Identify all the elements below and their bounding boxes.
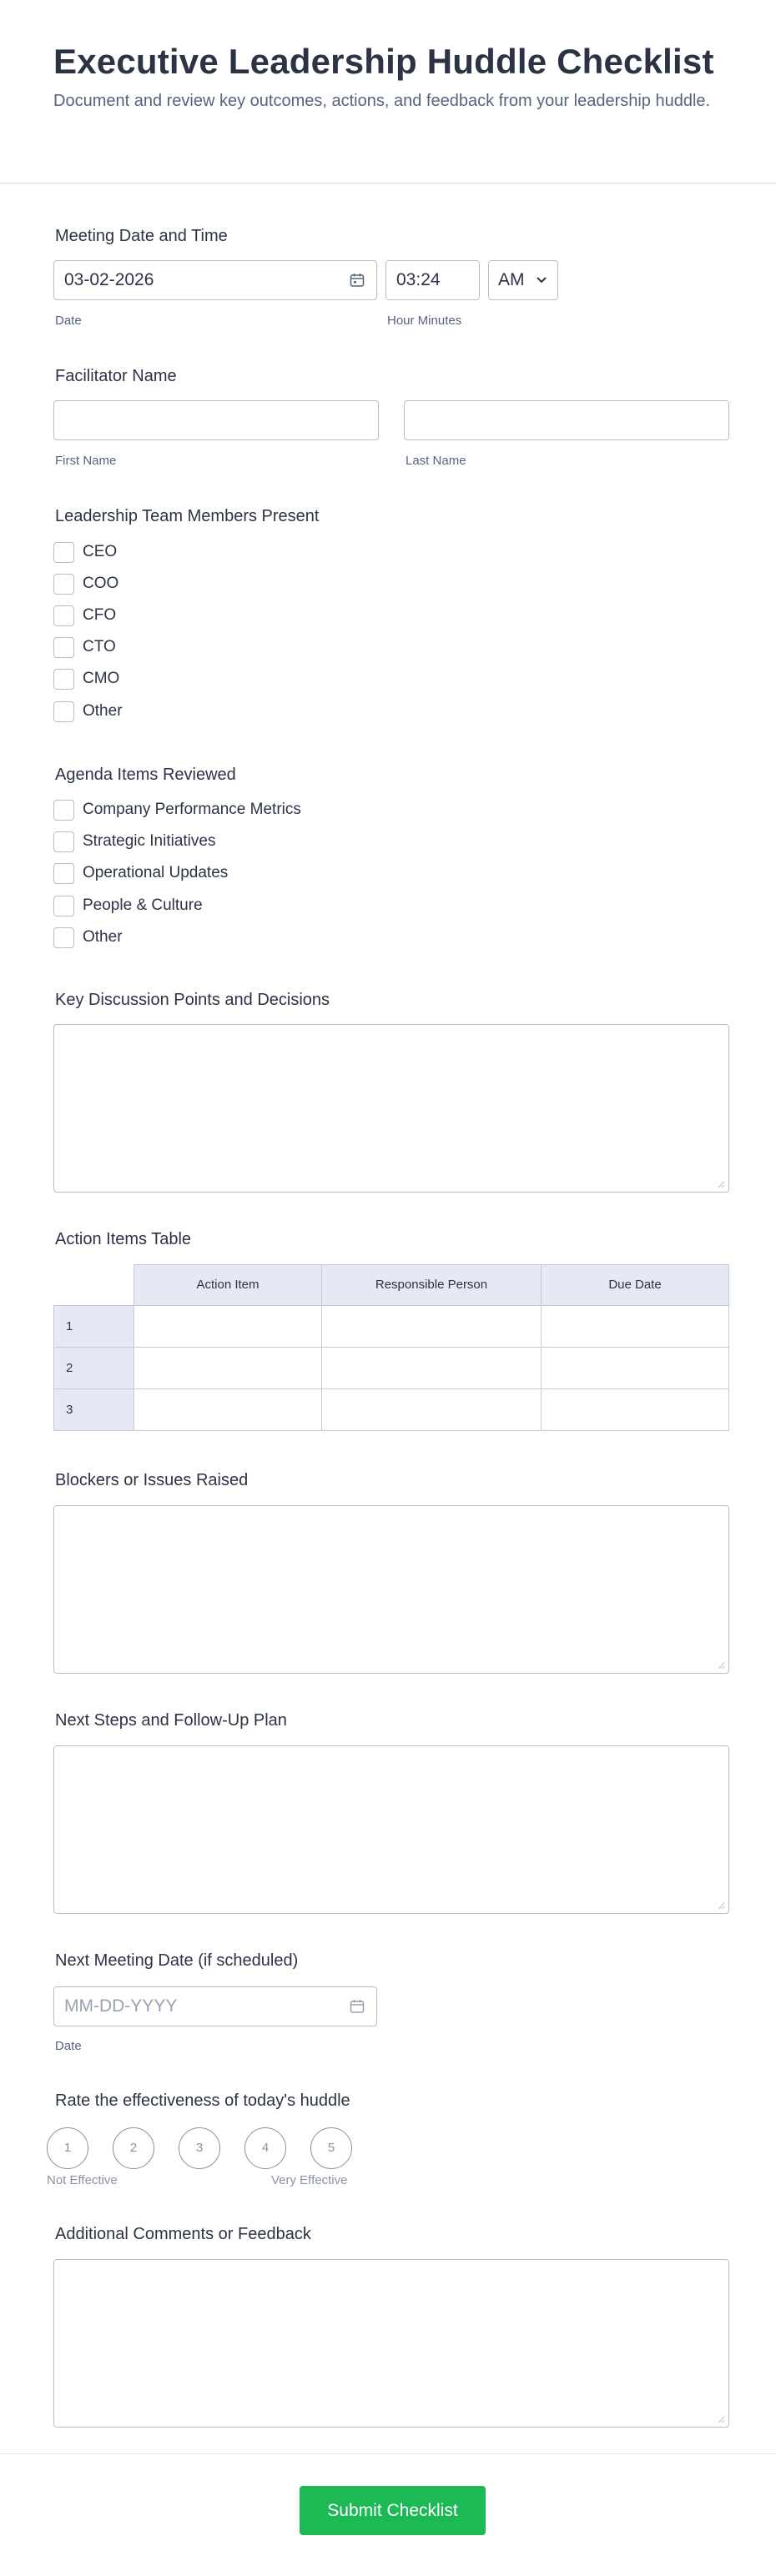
resize-grip-icon[interactable] bbox=[717, 1180, 725, 1188]
checkbox-label: COO bbox=[83, 575, 119, 592]
table-cell[interactable] bbox=[134, 1305, 322, 1348]
form-header bbox=[0, 0, 776, 183]
checkbox[interactable] bbox=[53, 896, 74, 916]
agenda-items-label: Agenda Items Reviewed bbox=[55, 766, 236, 784]
checkbox-label: Other bbox=[83, 928, 123, 946]
table-cell[interactable] bbox=[321, 1347, 542, 1389]
resize-grip-icon[interactable] bbox=[717, 1901, 725, 1910]
member-option-cfo[interactable] bbox=[53, 605, 116, 626]
facilitator-label: Facilitator Name bbox=[55, 367, 177, 385]
checkbox[interactable] bbox=[53, 800, 74, 821]
next-meeting-label: Next Meeting Date (if scheduled) bbox=[55, 1951, 299, 1970]
meeting-time-input[interactable] bbox=[385, 260, 480, 300]
action-items-table bbox=[53, 1264, 729, 1434]
checkbox-label: Company Performance Metrics bbox=[83, 801, 301, 818]
checkbox[interactable] bbox=[53, 863, 74, 884]
checkbox[interactable] bbox=[53, 574, 74, 595]
resize-grip-icon[interactable] bbox=[717, 2415, 725, 2423]
rating-high-caption: Very Effective bbox=[271, 2173, 348, 2187]
checkbox[interactable] bbox=[53, 701, 74, 722]
checkbox-label: CMO bbox=[83, 670, 120, 687]
checkbox[interactable] bbox=[53, 927, 74, 948]
rating-label: Rate the effectiveness of today's huddle bbox=[55, 2091, 350, 2110]
chevron-down-icon bbox=[536, 276, 547, 284]
resize-grip-icon[interactable] bbox=[717, 1661, 725, 1670]
table-cell[interactable] bbox=[134, 1347, 322, 1389]
rating-option-1[interactable]: 1 bbox=[47, 2127, 88, 2169]
row-header: 2 bbox=[53, 1347, 134, 1389]
ampm-select[interactable] bbox=[488, 260, 558, 300]
meeting-datetime-label: Meeting Date and Time bbox=[55, 227, 228, 245]
comments-textarea[interactable] bbox=[53, 2259, 729, 2428]
table-cell[interactable] bbox=[134, 1388, 322, 1431]
checkbox[interactable] bbox=[53, 637, 74, 658]
row-header: 1 bbox=[53, 1305, 134, 1348]
footer-divider bbox=[0, 2453, 776, 2454]
rating-low-caption: Not Effective bbox=[47, 2173, 118, 2187]
form-subtitle: Document and review key outcomes, actions, and feedback from your leadership huddle. bbox=[53, 92, 711, 110]
checkbox-label: CEO bbox=[83, 543, 118, 560]
checkbox[interactable] bbox=[53, 669, 74, 690]
blockers-label: Blockers or Issues Raised bbox=[55, 1471, 249, 1489]
blockers-textarea[interactable] bbox=[53, 1505, 729, 1674]
meeting-date-sublabel: Date bbox=[55, 314, 82, 328]
member-option-cmo[interactable] bbox=[53, 668, 119, 690]
checkbox[interactable] bbox=[53, 542, 74, 563]
submit-checklist-button[interactable]: Submit Checklist bbox=[300, 2486, 486, 2535]
column-header-action-item: Action Item bbox=[134, 1264, 322, 1306]
calendar-icon[interactable] bbox=[350, 1999, 365, 2014]
checkbox-label: Operational Updates bbox=[83, 864, 229, 881]
members-present-label: Leadership Team Members Present bbox=[55, 507, 320, 525]
checkbox-label: People & Culture bbox=[83, 896, 203, 914]
discussion-label: Key Discussion Points and Decisions bbox=[55, 991, 330, 1009]
next-meeting-date-placeholder: MM-DD-YYYY bbox=[64, 1996, 178, 2016]
comments-label: Additional Comments or Feedback bbox=[55, 2225, 311, 2243]
agenda-option-people-culture[interactable] bbox=[53, 895, 203, 916]
rating-option-5[interactable]: 5 bbox=[310, 2127, 352, 2169]
checkbox-label: CFO bbox=[83, 606, 117, 624]
column-header-due-date: Due Date bbox=[541, 1264, 729, 1306]
row-header: 3 bbox=[53, 1388, 134, 1431]
rating-option-3[interactable]: 3 bbox=[179, 2127, 220, 2169]
meeting-date-input[interactable] bbox=[53, 260, 377, 300]
first-name-sublabel: First Name bbox=[55, 454, 117, 468]
rating-option-2[interactable]: 2 bbox=[113, 2127, 154, 2169]
checkbox-label: Other bbox=[83, 702, 123, 720]
agenda-option-strategic-initiatives[interactable] bbox=[53, 831, 215, 852]
checkbox[interactable] bbox=[53, 831, 74, 852]
checkbox-label: CTO bbox=[83, 638, 116, 655]
table-cell[interactable] bbox=[541, 1347, 729, 1389]
meeting-time-sublabel: Hour Minutes bbox=[387, 314, 462, 328]
ampm-value: AM bbox=[498, 270, 525, 289]
agenda-option-operational-updates[interactable] bbox=[53, 862, 228, 884]
member-option-coo[interactable] bbox=[53, 573, 118, 595]
action-table-label: Action Items Table bbox=[55, 1230, 192, 1248]
facilitator-first-name-input[interactable] bbox=[53, 400, 379, 440]
column-header-responsible-person: Responsible Person bbox=[321, 1264, 542, 1306]
rating-option-4[interactable]: 4 bbox=[244, 2127, 286, 2169]
member-option-other[interactable] bbox=[53, 700, 123, 722]
member-option-ceo[interactable] bbox=[53, 541, 117, 563]
agenda-option-performance-metrics[interactable] bbox=[53, 799, 301, 821]
table-cell[interactable] bbox=[541, 1388, 729, 1431]
table-cell[interactable] bbox=[321, 1305, 542, 1348]
meeting-date-value: 03-02-2026 bbox=[64, 270, 154, 289]
checkbox-label: Strategic Initiatives bbox=[83, 832, 216, 850]
facilitator-last-name-input[interactable] bbox=[404, 400, 729, 440]
table-cell[interactable] bbox=[541, 1305, 729, 1348]
last-name-sublabel: Last Name bbox=[406, 454, 466, 468]
checkbox[interactable] bbox=[53, 605, 74, 626]
member-option-cto[interactable] bbox=[53, 636, 116, 658]
next-meeting-date-sublabel: Date bbox=[55, 2039, 82, 2053]
table-cell[interactable] bbox=[321, 1388, 542, 1431]
discussion-textarea[interactable] bbox=[53, 1024, 729, 1193]
next-steps-textarea[interactable] bbox=[53, 1745, 729, 1914]
form-title: Executive Leadership Huddle Checklist bbox=[53, 42, 714, 81]
next-steps-label: Next Steps and Follow-Up Plan bbox=[55, 1711, 287, 1730]
calendar-icon[interactable] bbox=[350, 273, 365, 288]
meeting-time-value: 03:24 bbox=[396, 270, 441, 289]
agenda-option-other[interactable] bbox=[53, 926, 123, 948]
next-meeting-date-input[interactable] bbox=[53, 1986, 377, 2026]
